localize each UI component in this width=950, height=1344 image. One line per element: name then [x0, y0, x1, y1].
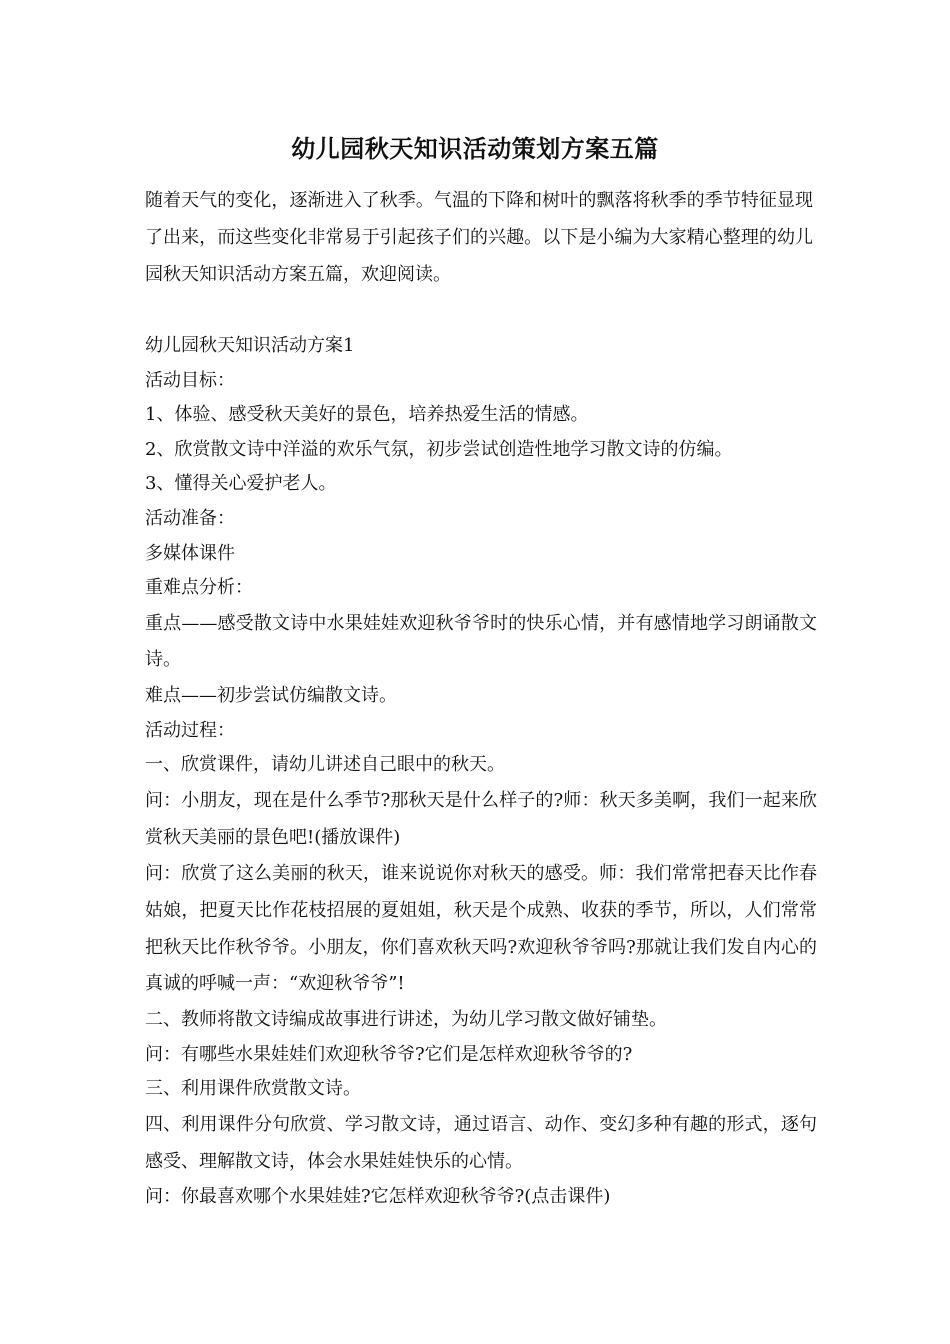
document-title: 幼儿园秋天知识活动策划方案五篇 — [291, 134, 659, 163]
question-paragraph-1: 问：小朋友，现在是什么季节?那秋天是什么样子的?师：秋天多美啊，我们一起来欣赏秋天美丽的景色吧!(播放课件) — [145, 789, 817, 848]
question-paragraph-4: 问：你最喜欢哪个水果娃娃?它怎样欢迎秋爷爷?(点击课件) — [145, 1186, 611, 1208]
section-heading: 幼儿园秋天知识活动方案1 — [145, 335, 355, 356]
step-1: 一、欣赏课件，请幼儿讲述自己眼中的秋天。 — [145, 754, 505, 776]
preparation-heading: 活动准备： — [145, 507, 235, 529]
goal-item-1: 1、体验、感受秋天美好的景色，培养热爱生活的情感。 — [145, 404, 589, 426]
analysis-heading: 重难点分析： — [145, 577, 253, 599]
step-3: 三、利用课件欣赏散文诗。 — [145, 1078, 361, 1100]
goals-heading: 活动目标： — [145, 369, 235, 391]
preparation-item: 多媒体课件 — [145, 542, 235, 564]
difficulty-paragraph: 难点——初步尝试仿编散文诗。 — [145, 685, 397, 707]
question-paragraph-2: 问：欣赏了这么美丽的秋天，谁来说说你对秋天的感受。师：我们常常把春天比作春姑娘，把夏天比作花枝招展的夏姐姐，秋天是个成熟、收获的季节，所以，人们常常把秋天比作秋爷爷。小朋友，你们喜欢秋天吗?欢迎秋爷爷吗?那就让我们发自内心的真诚的呼喊一声：“欢迎秋爷爷”! — [145, 863, 817, 995]
key-point-paragraph: 重点——感受散文诗中水果娃娃欢迎秋爷爷时的快乐心情，并有感情地学习朗诵散文诗。 — [145, 612, 817, 671]
intro-paragraph: 随着天气的变化，逐渐进入了秋季。气温的下降和树叶的飘落将秋季的季节特征显现了出来，而这些变化非常易于引起孩子们的兴趣。以下是小编为大家精心整理的幼儿园秋天知识活动方案五篇，欢迎阅读。 — [145, 190, 813, 285]
question-paragraph-3: 问：有哪些水果娃娃们欢迎秋爷爷?它们是怎样欢迎秋爷爷的? — [145, 1043, 633, 1065]
document-body — [145, 329, 817, 1215]
process-heading: 活动过程： — [145, 719, 235, 741]
goal-item-2: 2、欣赏散文诗中洋溢的欢乐气氛，初步尝试创造性地学习散文诗的仿编。 — [145, 438, 733, 460]
step-4: 四、利用课件分句欣赏、学习散文诗，通过语言、动作、变幻多种有趣的形式，逐句感受、理解散文诗，体会水果娃娃快乐的心情。 — [145, 1113, 817, 1172]
step-2: 二、教师将散文诗编成故事进行讲述，为幼儿学习散文做好铺垫。 — [145, 1009, 667, 1031]
goal-item-3: 3、懂得关心爱护老人。 — [145, 473, 337, 495]
